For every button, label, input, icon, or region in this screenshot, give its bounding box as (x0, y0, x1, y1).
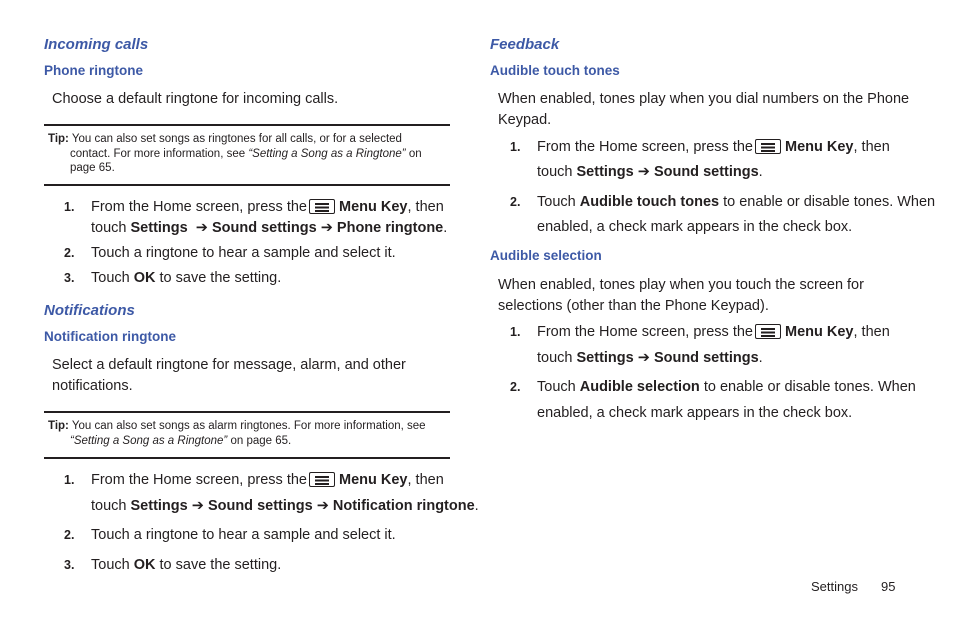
step-text: enabled, a check mark appears in the check box. (537, 405, 853, 421)
tip-label: Tip: (48, 420, 69, 432)
tip-label: Tip: (48, 133, 69, 145)
step-text: touch Settings ➔ Sound settings. (537, 350, 763, 366)
step-text: From the Home screen, press the Menu Key, then (91, 199, 444, 215)
subheading-phone-ringtone: Phone ringtone (44, 63, 143, 78)
step-text: touch Settings ➔ Sound settings ➔ Notification ringtone. (91, 498, 479, 514)
section-heading-incoming-calls: Incoming calls (44, 36, 149, 53)
tip-text: on (408, 147, 422, 160)
tip-line-1 (48, 132, 446, 147)
step-number: 3. (64, 271, 75, 285)
description-line: When enabled, tones play when you touch the screen for (498, 277, 864, 293)
tip-box-notifications (44, 411, 450, 459)
description-line: When enabled, tones play when you dial numbers on the Phone (498, 91, 910, 107)
notification-ringtone-description (52, 355, 406, 397)
phone-ringtone-description: Choose a default ringtone for incoming calls. (52, 91, 339, 107)
step-text: From the Home screen, press the Menu Key, then (91, 472, 444, 488)
description-line: Keypad. (498, 112, 552, 128)
description-line: selections (other than the Phone Keypad). (498, 298, 769, 314)
section-heading-notifications: Notifications (44, 302, 135, 319)
menu-key-icon (309, 199, 335, 214)
step-number: 2. (64, 528, 75, 542)
subheading-audible-touch-tones: Audible touch tones (490, 63, 620, 78)
tip-line-2 (48, 147, 446, 162)
step-text: From the Home screen, press the Menu Key, then (537, 324, 890, 340)
step-text: Touch a ringtone to hear a sample and select it. (91, 527, 396, 543)
step-text: From the Home screen, press the Menu Key, then (537, 139, 890, 155)
tip-text: contact. For more information, see (70, 147, 246, 160)
section-heading-feedback: Feedback (490, 36, 560, 53)
step-text: Touch Audible touch tones to enable or disable tones. When (537, 194, 936, 210)
footer-section-name: Settings (811, 579, 858, 594)
step-number: 1. (64, 473, 75, 487)
step-text: enabled, a check mark appears in the check box. (537, 219, 853, 235)
tip-text: You can also set songs as alarm ringtones. For more information, see (71, 420, 426, 432)
description-line: notifications. (52, 378, 133, 394)
step-text: touch Settings ➔ Sound settings. (537, 164, 763, 180)
footer-page-number: 95 (881, 579, 896, 594)
step-text: Touch OK to save the setting. (91, 557, 282, 573)
step-number: 2. (510, 195, 521, 209)
tip-line-1 (48, 419, 446, 434)
step-number: 1. (64, 200, 75, 214)
audible-touch-tones-description (498, 89, 909, 131)
menu-key-icon (755, 139, 781, 154)
subheading-notification-ringtone: Notification ringtone (44, 329, 176, 344)
step-text: Touch OK to save the setting. (91, 270, 282, 286)
step-number: 2. (510, 380, 521, 394)
tip-line-2 (48, 434, 446, 449)
step-text: touch Settings ➔ Sound settings ➔ Phone ringtone. (91, 220, 448, 236)
menu-key-icon (755, 324, 781, 339)
step-number: 2. (64, 246, 75, 260)
step-number: 1. (510, 325, 521, 339)
tip-text: You can also set songs as ringtones for all calls, or for a selected (71, 133, 402, 145)
step-number: 3. (64, 558, 75, 572)
audible-selection-description (498, 275, 864, 317)
step-number: 1. (510, 140, 521, 154)
tip-text: on page 65. (230, 434, 292, 447)
tip-reference: “Setting a Song as a Ringtone” (70, 434, 228, 447)
description-line: Select a default ringtone for message, alarm, and other (52, 357, 406, 373)
menu-key-icon (309, 472, 335, 487)
tip-line-3: page 65. (70, 162, 115, 174)
tip-reference: “Setting a Song as a Ringtone” (248, 147, 406, 160)
subheading-audible-selection: Audible selection (490, 248, 602, 263)
step-text: Touch Audible selection to enable or disable tones. When (537, 379, 916, 395)
step-text: Touch a ringtone to hear a sample and select it. (91, 245, 396, 261)
tip-box-incoming (44, 124, 450, 186)
